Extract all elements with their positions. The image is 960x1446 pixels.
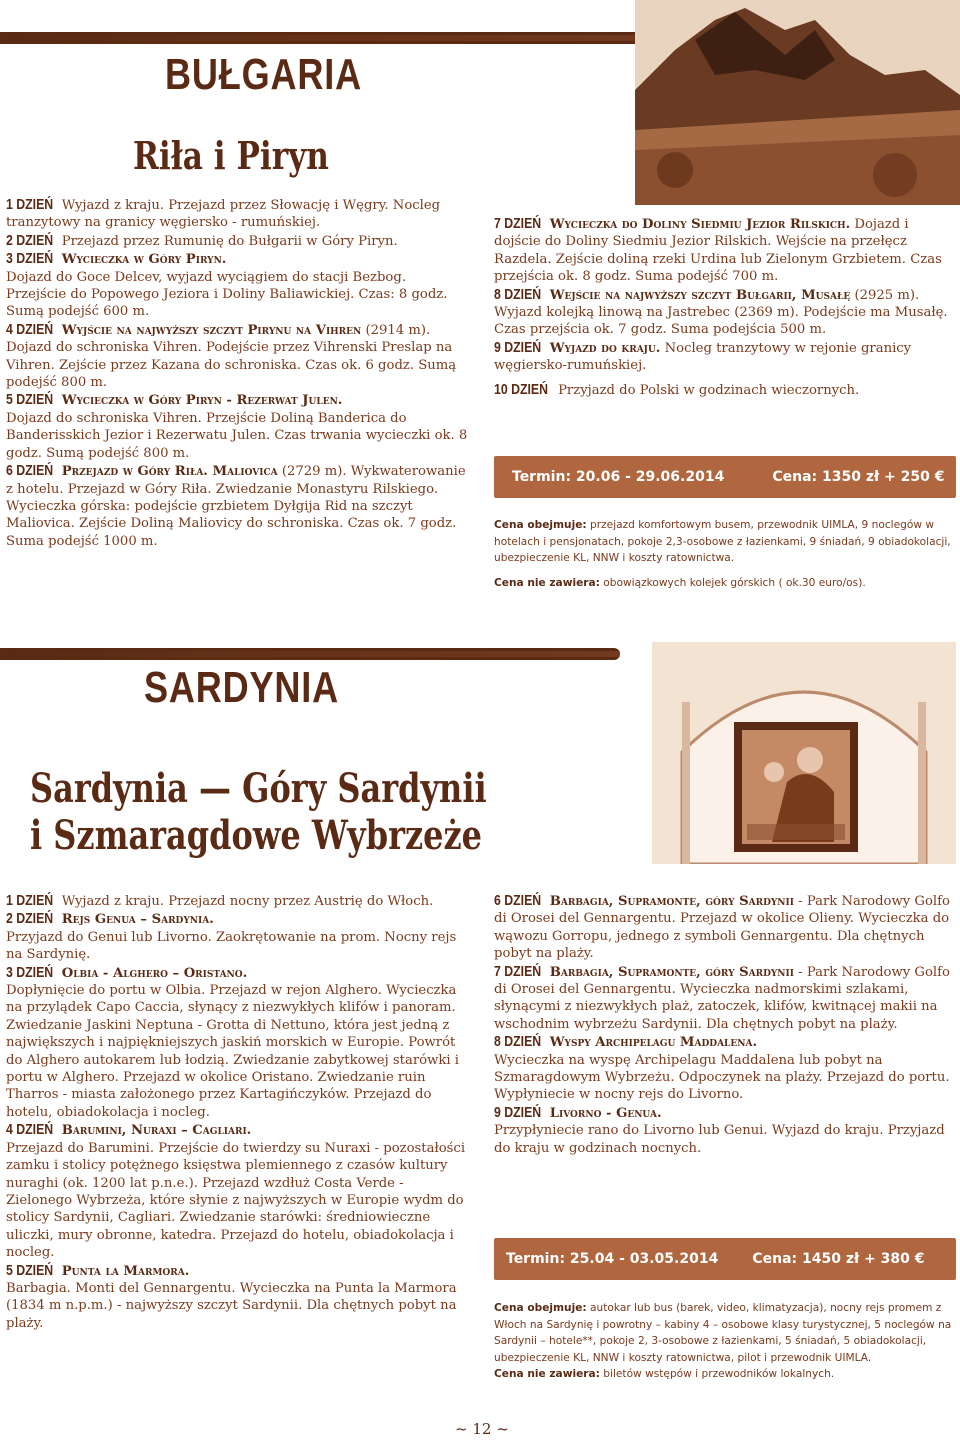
- bulgaria-itinerary-right: [494, 215, 956, 399]
- price: Cena: 1350 zł + 250 €: [772, 469, 945, 485]
- excludes-text: obowiązkowych kolejek górskich ( ok.30 euro/os).: [603, 576, 866, 589]
- price-excludes: [494, 1366, 956, 1383]
- day-label: 6 DZIEŃ: [6, 462, 54, 480]
- bulgaria-day-3: [6, 250, 470, 321]
- bulgaria-day-10: [494, 381, 956, 399]
- day-text: - Park Narodowy Golfo di Orosei del Gennargentu. Wycieczka nadmorskimi szlakami, słynącymi z niezwykłych plaż, zatoczek, klifów, kwitnącej makii na wschodnim wybrzeżu Sardynii. Dla chętnych pobyt na plaży.: [494, 964, 950, 1032]
- day-text: Wyjazd z kraju. Przejazd nocny przez Austrię do Włoch.: [61, 894, 434, 909]
- day-text: Dojazd do schroniska Vihren. Przejście Doliną Banderica do Banderisskich Jezior i Rezerwatu Julen. Czas trwania wycieczki ok. 8 godz. Sumą podejść 800 m.: [6, 410, 468, 461]
- day-text: Nocleg tranzytowy w rejonie granicy węgiersko-rumuńskiej.: [494, 340, 912, 374]
- sardinia-day-1: [6, 892, 470, 910]
- day-label: 8 DZIEŃ: [494, 1033, 542, 1051]
- day-title: Wycieczka w Góry Piryn - Rezerwat Julen.: [61, 393, 343, 409]
- day-text: - Park Narodowy Golfo di Orosei del Gennargentu. Przejazd w okolice Olieny. Wycieczka do wąwozu Gorropu, jednego z symboli Gennargentu. Dla chętnych pobyt na plaży.: [494, 894, 950, 962]
- day-label: 6 DZIEŃ: [494, 892, 542, 909]
- sardinia-day-4: [6, 1121, 470, 1261]
- includes-text: przejazd komfortowym busem, przewodnik UIMLA, 9 noclegów w hotelach i pensjonatach, pokoje 2,3-osobowe z łazienkami, 9 śniadań, 9 obiadokolacji, ubezpieczenie KL, NNW i koszty ratownictwa.: [494, 519, 951, 565]
- header-brush-stroke: [0, 32, 650, 44]
- day-label: 8 DZIEŃ: [494, 285, 542, 303]
- bulgaria-day-1: [6, 196, 470, 232]
- day-title: Olbia - Alghero – Oristano.: [61, 965, 248, 981]
- day-label: 5 DZIEŃ: [6, 1261, 54, 1279]
- sardinia-day-8: [494, 1033, 956, 1104]
- day-label: 3 DZIEŃ: [6, 963, 54, 981]
- bulgaria-day-9: [494, 339, 956, 375]
- price-excludes: [494, 575, 956, 592]
- day-label: 2 DZIEŃ: [6, 231, 54, 249]
- day-text: Dojazd i dojście do Doliny Siedmiu Jezior Rilskich. Wejście na przełęcz Razdela. Zejście doliną rzeki Urdina lub Zielonym Grzbietem. Czas przejścia ok. 8 godz. Suma podejść 700 m.: [494, 217, 942, 285]
- day-label: 1 DZIEŃ: [6, 196, 54, 213]
- term-dates: Termin: 20.06 - 29.06.2014: [512, 469, 725, 485]
- day-text: Przejazd przez Rumunię do Bułgarii w Góry Piryn.: [61, 233, 398, 249]
- day-title: Wyjazd do kraju.: [549, 340, 661, 356]
- day-title: Rejs Genua – Sardynia.: [61, 912, 214, 928]
- day-label: 10 DZIEŃ: [494, 380, 549, 398]
- sardinia-day-9: [494, 1104, 956, 1157]
- subtitle-bulgaria: Riła i Piryn: [133, 133, 329, 178]
- sardinia-day-7: [494, 963, 956, 1034]
- day-label: 1 DZIEŃ: [6, 892, 54, 909]
- day-text: Przyjazd do Polski w godzinach wieczornych.: [558, 382, 860, 398]
- bulgaria-day-2: [6, 232, 470, 250]
- day-text: (2914 m). Dojazd do schroniska Vihren. Podejście przez Vihrenski Preslap na Vihren. Zejście przez Kazana do schroniska. Czas ok. 6 godz. Sumą podejść 800 m.: [6, 322, 457, 391]
- sardinia-day-6: [494, 892, 956, 963]
- includes-label: Cena obejmuje:: [494, 519, 587, 531]
- day-text: Przyjazd do Genui lub Livorno. Zaokrętowanie na prom. Nocny rejs na Sardynię.: [6, 929, 457, 963]
- excludes-label: Cena nie zawiera:: [494, 576, 600, 589]
- bulgaria-itinerary-left: [6, 196, 470, 550]
- day-title: Punta la Marmora.: [61, 1263, 190, 1279]
- day-text: Przejazd do Barumini. Przejście do twierdzy su Nuraxi - pozostałości zamku i stolicy potężnego księstwa plemiennego z czasów kultury nuraghi (ok. 1200 lat p.n.e.). Przejazd wzdłuż Costa Verde - Zielonego Wybrzeża, które słynie z najwyższych w Europie wydm do stolicy Sardynii, Cagliari. Zwiedzanie starówki: średniowieczne uliczki, mury obronne, katedra. Przejazd do hotelu, obiadokolacja i nocleg.: [6, 1140, 466, 1261]
- subtitle-sardinia-line1: Sardynia — Góry Sardynii: [30, 765, 487, 812]
- day-title: Livorno - Genua.: [549, 1105, 662, 1121]
- day-title: Wycieczka do Doliny Siedmiu Jezior Rilskich.: [549, 217, 851, 232]
- excludes-text: biletów wstępów i przewodników lokalnych.: [603, 1368, 835, 1381]
- shrine-photo: [652, 642, 956, 864]
- mountain-photo: [635, 0, 960, 205]
- day-label: 4 DZIEŃ: [6, 1121, 54, 1139]
- includes-text: autokar lub bus (barek, video, klimatyzacja), nocny rejs promem z Włoch na Sardynię i powrotny – kabiny 4 – osobowe klasy turystycznej, 5 noclegów na Sardynii – hotele**, pokoje 2, 3-osobowe z łazienkami, 5 śniadań, 5 obiadokolacji, ubezpieczenie KL, NNW i koszty ratownictwa, pilot i przewodnik UIMLA.: [494, 1302, 952, 1364]
- sardinia-itinerary-left: [6, 892, 470, 1332]
- excludes-label: Cena nie zawiera:: [494, 1368, 600, 1381]
- header-brush-stroke: [0, 648, 620, 660]
- sardinia-day-3: [6, 964, 470, 1122]
- day-label: 5 DZIEŃ: [6, 391, 54, 409]
- sardinia-price-details: [494, 1300, 956, 1383]
- bulgaria-term-price-badge: [494, 456, 956, 498]
- country-title-bulgaria: BUŁGARIA: [165, 50, 362, 99]
- bulgaria-day-8: [494, 286, 956, 339]
- day-text: Wyjazd z kraju. Przejazd przez Słowację i Węgry. Nocleg tranzytowy na granicy węgiersko - rumuńskiej.: [6, 198, 441, 231]
- day-label: 7 DZIEŃ: [494, 215, 542, 232]
- day-text: (2925 m). Wyjazd kolejką linową na Jastrebec (2369 m). Podejście ma Musałę. Czas przejścia ok. 7 godz. Suma podejścia 500 m.: [494, 287, 948, 338]
- bulgaria-day-7: [494, 215, 956, 286]
- bulgaria-day-6: [6, 462, 470, 550]
- day-text: Dojazd do Goce Delcev, wyjazd wyciągiem do stacji Bezbog. Przejście do Popowego Jeziora i Doliny Baliawickiej. Czas: 8 godz. Sumą podejść 600 m.: [6, 269, 448, 320]
- subtitle-sardinia-line2: i Szmaragdowe Wybrzeże: [30, 812, 483, 859]
- day-text: Dopłynięcie do portu w Olbia. Przejazd w rejon Alghero. Wycieczka na przylądek Capo Caccia, słynący z niezwykłych klifów i panoram. Zwiedzanie Jaskini Neptuna - Grotta di Nettuno, która jest jedną z największych i najpiękniejszych jaskiń morskich w Europie. Powrót do Alghero autokarem lub łodzią. Zwiedzanie zabytkowej starówki i portu w Alghero. Przejazd w okolice Oristano. Zwiedzanie ruin Tharros - miasta założonego przez Kartagińczyków. Przejazd do hotelu, obiadokolacja i nocleg.: [6, 983, 459, 1120]
- day-text: Przypłyniecie rano do Livorno lub Genui. Wyjazd do kraju. Przyjazd do kraju w godzinach nocnych.: [494, 1123, 945, 1156]
- sardinia-term-price-badge: [494, 1238, 956, 1280]
- day-text: Barbagia. Monti del Gennargentu. Wycieczka na Punta la Marmora (1834 m n.p.m.) - najwyższy szczyt Sardynii. Dla chętnych pobyt na plaży.: [6, 1280, 457, 1331]
- day-title: Przejazd w Góry Riła. Maliovica: [61, 464, 278, 480]
- page-number: ~ 12 ~: [455, 1420, 509, 1438]
- sardinia-itinerary-right: [494, 892, 956, 1157]
- day-title: Wyspy Archipelagu Maddalena.: [549, 1035, 758, 1051]
- day-label: 2 DZIEŃ: [6, 910, 54, 928]
- sardinia-day-5: [6, 1262, 470, 1333]
- bulgaria-day-4: [6, 321, 470, 392]
- country-title-sardinia: SARDYNIA: [144, 663, 339, 712]
- day-label: 3 DZIEŃ: [6, 250, 54, 268]
- sardinia-day-2: [6, 910, 470, 963]
- price-includes: [494, 1300, 956, 1366]
- day-label: 7 DZIEŃ: [494, 962, 542, 980]
- day-title: Wycieczka w Góry Piryn.: [61, 252, 227, 268]
- day-title: Barumini, Nuraxi – Cagliari.: [61, 1123, 252, 1139]
- term-dates: Termin: 25.04 - 03.05.2014: [506, 1251, 719, 1267]
- day-text: (2729 m). Wykwaterowanie z hotelu. Przejazd w Góry Riła. Zwiedzanie Monastyru Rilskiego. Wycieczka górska: podejście grzbietem Dyłgija Rid na szczyt Maliovica. Zejście Doliną Maliovicy do schroniska. Czas ok. 7 godz. Suma podejść 1000 m.: [6, 464, 466, 549]
- day-label: 4 DZIEŃ: [6, 320, 54, 338]
- day-text: Wycieczka na wyspę Archipelagu Maddalena lub pobyt na Szmaragdowym Wybrzeżu. Odpoczynek na plaży. Przejazd do portu. Wypłyniecie w nocny rejs do Livorno.: [494, 1052, 950, 1103]
- price: Cena: 1450 zł + 380 €: [752, 1251, 925, 1267]
- day-label: 9 DZIEŃ: [494, 1103, 542, 1121]
- day-label: 9 DZIEŃ: [494, 338, 542, 356]
- day-title: Wejście na najwyższy szczyt Bułgarii, Musałę: [549, 287, 851, 303]
- price-includes: [494, 517, 956, 567]
- day-title: Barbagia, Supramonte, góry Sardynii: [549, 894, 794, 909]
- day-title: Wyjście na najwyższy szczyt Pirynu na Vihren: [61, 322, 362, 338]
- day-title: Barbagia, Supramonte, góry Sardynii: [549, 964, 794, 980]
- bulgaria-day-5: [6, 391, 470, 462]
- includes-label: Cena obejmuje:: [494, 1302, 587, 1314]
- bulgaria-price-details: [494, 517, 956, 591]
